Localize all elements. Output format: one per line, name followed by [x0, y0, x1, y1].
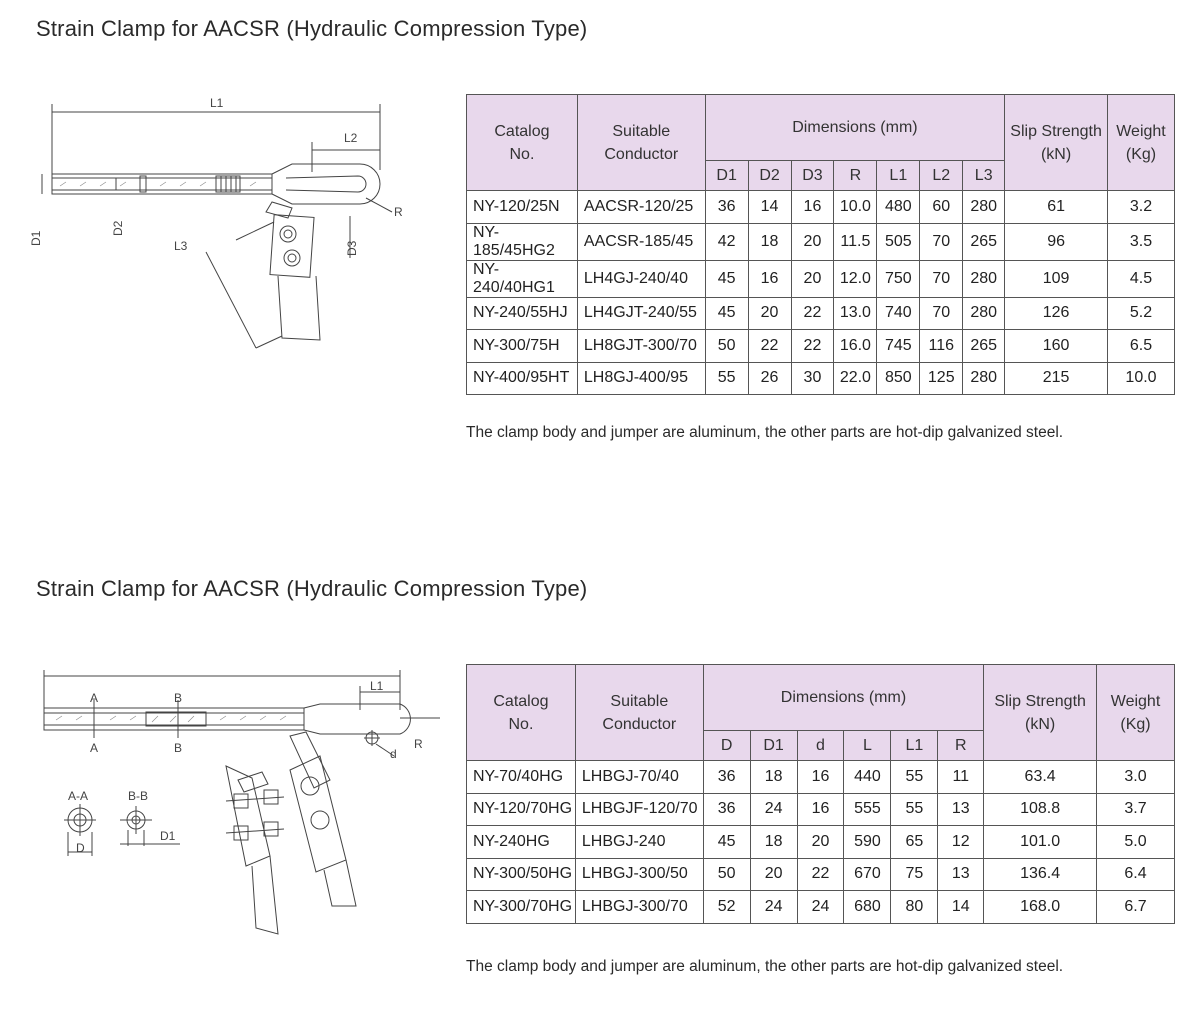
header-dim: L2 — [920, 161, 963, 191]
table-cell: NY-120/25N — [467, 191, 578, 224]
table-cell: 75 — [891, 858, 938, 891]
header-dim: D3 — [791, 161, 834, 191]
diagram-label-l2: L2 — [344, 131, 358, 145]
section-2-table-body — [467, 761, 1175, 924]
diagram-label-section-aa: A-A — [68, 789, 89, 803]
diagram-label-r: R — [394, 205, 403, 219]
table-row — [467, 223, 1175, 260]
table-cell: 20 — [750, 858, 797, 891]
header-slip-strength: Slip Strength (kN) — [984, 665, 1097, 761]
table-cell: 10.0 — [834, 191, 877, 224]
diagram-label-l3: L3 — [174, 239, 188, 253]
diagram-label-d2: D2 — [111, 220, 125, 236]
table-cell: 36 — [705, 191, 748, 224]
table-cell: 480 — [877, 191, 920, 224]
table-cell: 11.5 — [834, 223, 877, 260]
section-1-note: The clamp body and jumper are aluminum, the other parts are hot-dip galvanized steel. — [466, 424, 1064, 441]
table-cell: 24 — [750, 891, 797, 924]
table-cell: NY-300/70HG — [467, 891, 576, 924]
table-cell: 590 — [844, 826, 891, 859]
table-cell: 740 — [877, 297, 920, 330]
table-cell: NY-120/70HG — [467, 793, 576, 826]
table-cell: 55 — [705, 362, 748, 395]
table-cell: 160 — [1005, 330, 1108, 363]
header-dim: D1 — [705, 161, 748, 191]
table-cell: LH4GJT-240/55 — [577, 297, 705, 330]
table-cell: 3.5 — [1108, 223, 1175, 260]
table-cell: LH8GJT-300/70 — [577, 330, 705, 363]
table-cell: 11 — [938, 761, 984, 794]
table-cell: NY-400/95HT — [467, 362, 578, 395]
table-cell: 70 — [920, 223, 963, 260]
table-cell: 20 — [797, 826, 844, 859]
table-cell: 265 — [963, 223, 1005, 260]
table-cell: LHBGJ-300/70 — [575, 891, 703, 924]
table-cell: 80 — [891, 891, 938, 924]
section-1-spec-table — [466, 94, 1175, 395]
table-cell: 61 — [1005, 191, 1108, 224]
header-weight: Weight (Kg) — [1108, 95, 1175, 191]
header-dim: d — [797, 731, 844, 761]
header-catalog: Catalog No. — [467, 665, 576, 761]
diagram-label-b-top: B — [174, 691, 183, 705]
section-2 — [0, 560, 1190, 1031]
table-cell: 18 — [750, 826, 797, 859]
table-cell: NY-300/75H — [467, 330, 578, 363]
table-cell: 265 — [963, 330, 1005, 363]
table-cell: LH4GJ-240/40 — [577, 260, 705, 297]
table-row — [467, 761, 1175, 794]
section-1-table-body — [467, 191, 1175, 395]
table-cell: 96 — [1005, 223, 1108, 260]
table-row — [467, 793, 1175, 826]
table-cell: 18 — [750, 761, 797, 794]
table-cell: 10.0 — [1108, 362, 1175, 395]
section-2-title: Strain Clamp for AACSR (Hydraulic Compression Type) — [36, 576, 588, 601]
diagram-label-d1: D1 — [160, 829, 176, 843]
table-cell: 13.0 — [834, 297, 877, 330]
table-row — [467, 297, 1175, 330]
table-cell: 22 — [797, 858, 844, 891]
table-cell: 45 — [703, 826, 750, 859]
diagram-label-a-top: A — [90, 691, 99, 705]
table-cell: 280 — [963, 191, 1005, 224]
table-cell: 5.2 — [1108, 297, 1175, 330]
table-cell: 125 — [920, 362, 963, 395]
table-cell: 45 — [705, 297, 748, 330]
table-cell: 70 — [920, 260, 963, 297]
table-cell: LHBGJ-300/50 — [575, 858, 703, 891]
table-cell: 30 — [791, 362, 834, 395]
table-cell: LHBGJ-70/40 — [575, 761, 703, 794]
table-cell: 36 — [703, 761, 750, 794]
table-cell: 136.4 — [984, 858, 1097, 891]
table-cell: 36 — [703, 793, 750, 826]
table-cell: 13 — [938, 793, 984, 826]
table-cell: 20 — [791, 223, 834, 260]
section-2-spec-table — [466, 664, 1175, 924]
table-cell: LH8GJ-400/95 — [577, 362, 705, 395]
table-cell: AACSR-185/45 — [577, 223, 705, 260]
table-cell: NY-240HG — [467, 826, 576, 859]
table-cell: LHBGJ-240 — [575, 826, 703, 859]
table-row — [467, 260, 1175, 297]
table-cell: 745 — [877, 330, 920, 363]
table-cell: 168.0 — [984, 891, 1097, 924]
table-cell: 20 — [748, 297, 791, 330]
table-cell: 22 — [791, 330, 834, 363]
table-cell: NY-70/40HG — [467, 761, 576, 794]
header-conductor: Suitable Conductor — [577, 95, 705, 191]
header-catalog: Catalog No. — [467, 95, 578, 191]
table-cell: 16.0 — [834, 330, 877, 363]
table-cell: 16 — [797, 793, 844, 826]
table-cell: 16 — [748, 260, 791, 297]
header-dim: R — [834, 161, 877, 191]
table-cell: 16 — [797, 761, 844, 794]
table-cell: 101.0 — [984, 826, 1097, 859]
header-dim: D2 — [748, 161, 791, 191]
table-cell: 116 — [920, 330, 963, 363]
table-cell: 850 — [877, 362, 920, 395]
table-cell: 22 — [748, 330, 791, 363]
table-cell: NY-300/50HG — [467, 858, 576, 891]
table-cell: 63.4 — [984, 761, 1097, 794]
header-dim: R — [938, 731, 984, 761]
table-cell: 22.0 — [834, 362, 877, 395]
header-dim: D — [703, 731, 750, 761]
table-cell: 6.4 — [1097, 858, 1175, 891]
table-cell: 12.0 — [834, 260, 877, 297]
table-row — [467, 826, 1175, 859]
diagram-label-d3: D3 — [345, 240, 359, 256]
table-cell: 24 — [797, 891, 844, 924]
table-cell: 6.5 — [1108, 330, 1175, 363]
table-cell: 440 — [844, 761, 891, 794]
table-cell: 14 — [938, 891, 984, 924]
table-cell: 55 — [891, 793, 938, 826]
diagram-label-a-bottom: A — [90, 741, 99, 755]
table-cell: 3.7 — [1097, 793, 1175, 826]
header-dim: D1 — [750, 731, 797, 761]
section-2-note: The clamp body and jumper are aluminum, the other parts are hot-dip galvanized steel. — [466, 958, 1064, 975]
table-cell: 3.0 — [1097, 761, 1175, 794]
table-cell: 126 — [1005, 297, 1108, 330]
table-cell: 20 — [791, 260, 834, 297]
diagram-label-section-bb: B-B — [128, 789, 149, 803]
table-cell: 3.2 — [1108, 191, 1175, 224]
table-cell: 26 — [748, 362, 791, 395]
table-row — [467, 191, 1175, 224]
table-cell: 280 — [963, 362, 1005, 395]
diagram-label-r: R — [414, 737, 423, 751]
table-row — [467, 362, 1175, 395]
section-1-title: Strain Clamp for AACSR (Hydraulic Compression Type) — [36, 16, 588, 41]
table-cell: 109 — [1005, 260, 1108, 297]
table-cell: 280 — [963, 260, 1005, 297]
table-cell: 215 — [1005, 362, 1108, 395]
table-cell: 6.7 — [1097, 891, 1175, 924]
diagram-label-d-small: d — [390, 747, 397, 761]
table-cell: 50 — [705, 330, 748, 363]
table-cell: 70 — [920, 297, 963, 330]
header-dimensions: Dimensions (mm) — [703, 665, 983, 731]
header-dim: L — [844, 731, 891, 761]
table-cell: 42 — [705, 223, 748, 260]
table-cell: 555 — [844, 793, 891, 826]
diagram-label-l1: L1 — [370, 679, 384, 693]
table-cell: 505 — [877, 223, 920, 260]
diagram-label-b-bottom: B — [174, 741, 183, 755]
table-cell: NY-185/45HG2 — [467, 223, 578, 260]
table-cell: 5.0 — [1097, 826, 1175, 859]
section-2-diagram — [20, 660, 450, 960]
table-cell: AACSR-120/25 — [577, 191, 705, 224]
table-cell: NY-240/40HG1 — [467, 260, 578, 297]
header-dim: L1 — [877, 161, 920, 191]
section-1-diagram — [20, 90, 440, 370]
header-dim: L1 — [891, 731, 938, 761]
table-cell: 60 — [920, 191, 963, 224]
table-cell: 750 — [877, 260, 920, 297]
table-cell: 24 — [750, 793, 797, 826]
table-cell: 45 — [705, 260, 748, 297]
diagram-label-d: D — [76, 841, 85, 855]
table-cell: 14 — [748, 191, 791, 224]
table-cell: 13 — [938, 858, 984, 891]
diagram-label-d1: D1 — [29, 230, 43, 246]
header-conductor: Suitable Conductor — [575, 665, 703, 761]
table-cell: 16 — [791, 191, 834, 224]
table-cell: 55 — [891, 761, 938, 794]
table-cell: 18 — [748, 223, 791, 260]
table-cell: 52 — [703, 891, 750, 924]
diagram-label-l1: L1 — [210, 96, 224, 110]
table-cell: NY-240/55HJ — [467, 297, 578, 330]
table-cell: 280 — [963, 297, 1005, 330]
table-cell: 670 — [844, 858, 891, 891]
header-dimensions: Dimensions (mm) — [705, 95, 1004, 161]
header-dim: L3 — [963, 161, 1005, 191]
table-cell: 108.8 — [984, 793, 1097, 826]
table-cell: 680 — [844, 891, 891, 924]
table-row — [467, 858, 1175, 891]
table-cell: 4.5 — [1108, 260, 1175, 297]
table-cell: 22 — [791, 297, 834, 330]
header-weight: Weight (Kg) — [1097, 665, 1175, 761]
table-cell: 65 — [891, 826, 938, 859]
table-row — [467, 891, 1175, 924]
table-cell: LHBGJF-120/70 — [575, 793, 703, 826]
table-cell: 12 — [938, 826, 984, 859]
header-slip-strength: Slip Strength (kN) — [1005, 95, 1108, 191]
table-cell: 50 — [703, 858, 750, 891]
table-row — [467, 330, 1175, 363]
